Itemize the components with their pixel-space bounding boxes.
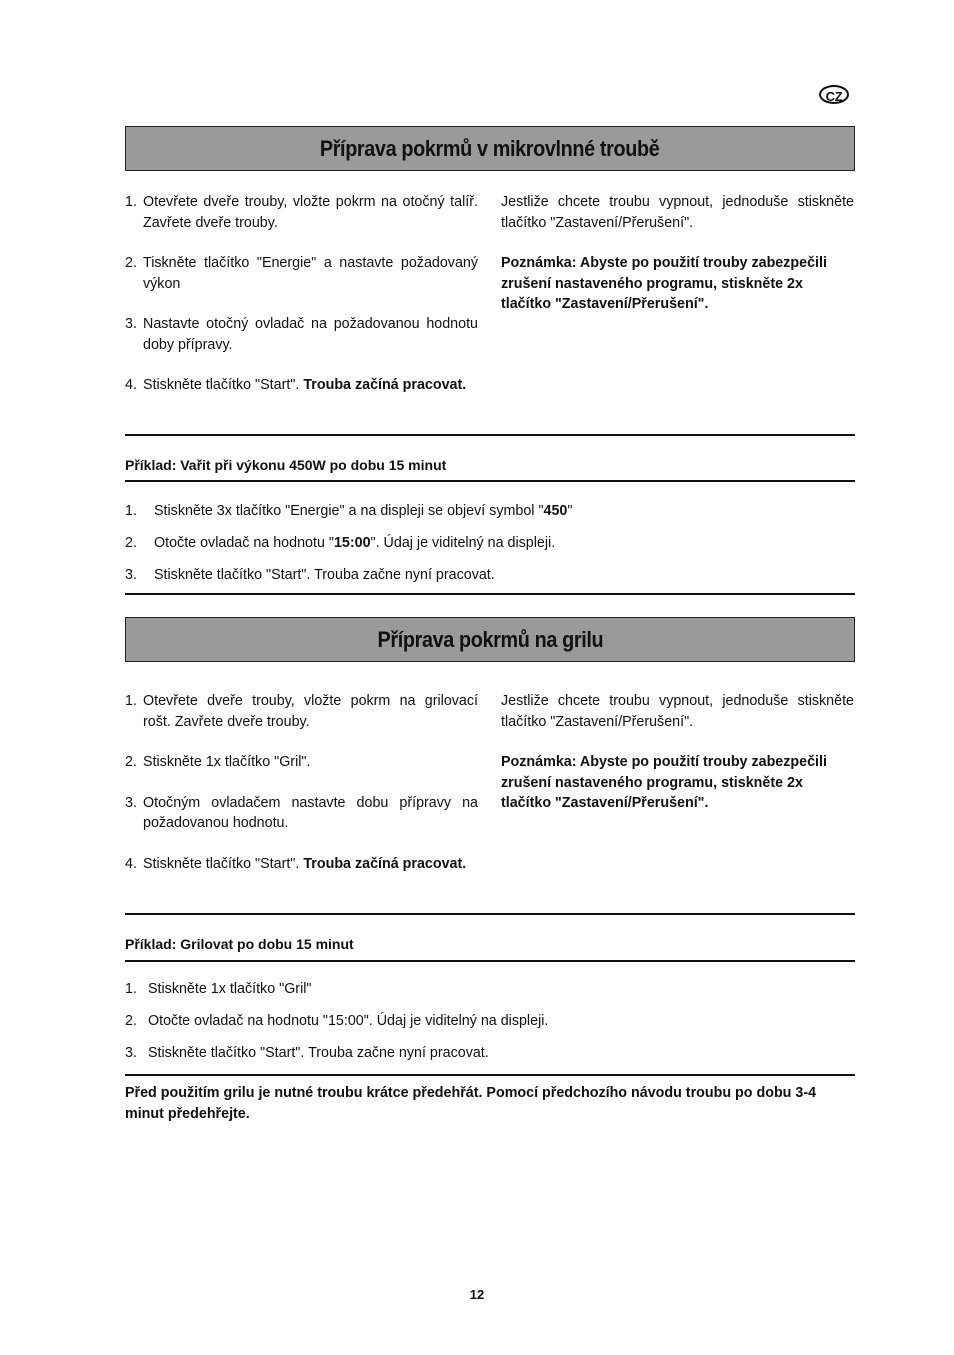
preheat-note: Před použitím grilu je nutné troubu krátce předehřát. Pomocí předchozího návodu troubu po dobu 3-4 minut předehřejte. bbox=[125, 1085, 817, 1122]
step-number: 4. bbox=[125, 855, 137, 872]
step-text: Stiskněte tlačítko "Start". bbox=[143, 377, 304, 393]
item-text: Otočte ovladač na hodnotu " bbox=[154, 535, 334, 551]
step-number: 1. bbox=[125, 693, 137, 709]
grill-steps bbox=[125, 691, 478, 874]
item-number: 2. bbox=[125, 1013, 137, 1029]
step-text-bold: Trouba začíná pracovat. bbox=[303, 855, 467, 872]
item-number: 1. bbox=[125, 981, 137, 997]
item-text: " bbox=[567, 503, 573, 519]
grill-note: Poznámka: Abyste po použití trouby zabezpečili zrušení nastaveného programu, stiskněte 2x tlačítko "Zastavení/Přerušení". bbox=[501, 754, 827, 811]
step-text: Otevřete dveře trouby, vložte pokrm na grilovací rošt. Zavřete dveře trouby. bbox=[143, 693, 478, 730]
divider bbox=[125, 480, 855, 482]
step-text: Tiskněte tlačítko "Energie" a nastavte požadovaný výkon bbox=[143, 255, 478, 292]
grill-step-4 bbox=[125, 854, 478, 875]
step-number: 1. bbox=[125, 194, 137, 210]
page-number: 12 bbox=[469, 1287, 485, 1302]
example1-item-2 bbox=[125, 533, 555, 553]
section-title-microwave bbox=[125, 126, 855, 171]
step-text: Otevřete dveře trouby, vložte pokrm na otočný talíř. Zavřete dveře trouby. bbox=[143, 194, 478, 231]
grill-step-1 bbox=[125, 691, 478, 732]
grill-info bbox=[501, 691, 854, 814]
microwave-step-3 bbox=[125, 314, 478, 355]
example2-title: Příklad: Grilovat po dobu 15 minut bbox=[125, 936, 354, 952]
grill-step-2 bbox=[125, 752, 478, 773]
example2-item-2 bbox=[125, 1011, 548, 1031]
microwave-note: Poznámka: Abyste po použití trouby zabezpečili zrušení nastaveného programu, stiskněte 2x tlačítko "Zastavení/Přerušení". bbox=[501, 255, 827, 312]
grill-stop-info: Jestliže chcete troubu vypnout, jednoduše stiskněte tlačítko "Zastavení/Přerušení". bbox=[501, 693, 854, 730]
item-number: 3. bbox=[125, 567, 137, 583]
step-text: Otočným ovladačem nastavte dobu přípravy na požadovanou hodnotu. bbox=[143, 794, 478, 831]
section-title-grill bbox=[125, 617, 855, 662]
example2-item-1 bbox=[125, 979, 312, 999]
microwave-stop-info: Jestliže chcete troubu vypnout, jednoduše stiskněte tlačítko "Zastavení/Přerušení". bbox=[501, 194, 854, 231]
item-text: Stiskněte tlačítko "Start". Trouba začne nyní pracovat. bbox=[148, 1045, 489, 1061]
divider bbox=[125, 434, 855, 436]
microwave-step-2 bbox=[125, 253, 478, 294]
step-text: Stiskněte tlačítko "Start". bbox=[143, 855, 304, 872]
item-text: Otočte ovladač na hodnotu "15:00". Údaj je viditelný na displeji. bbox=[148, 1013, 549, 1029]
example2-item-3 bbox=[125, 1043, 489, 1063]
item-number: 3. bbox=[125, 1045, 137, 1061]
step-number: 3. bbox=[125, 316, 137, 332]
language-badge-cz: CZ bbox=[819, 85, 849, 104]
step-number: 2. bbox=[125, 754, 137, 770]
step-number: 4. bbox=[125, 377, 137, 393]
item-number: 1. bbox=[125, 503, 137, 519]
item-text-bold: 450 bbox=[543, 503, 568, 519]
example1-title: Příklad: Vařit při výkonu 450W po dobu 15 minut bbox=[125, 457, 447, 473]
step-text-bold: Trouba začíná pracovat. bbox=[303, 377, 467, 393]
divider bbox=[125, 960, 855, 962]
grill-step-3 bbox=[125, 793, 478, 834]
item-text-bold: 15:00 bbox=[333, 535, 371, 551]
step-number: 2. bbox=[125, 255, 137, 271]
section-title-microwave-text: Příprava pokrmů v mikrovlnné troubě bbox=[320, 136, 660, 161]
divider bbox=[125, 913, 855, 915]
example1-item-1 bbox=[125, 501, 572, 521]
item-text: Stiskněte 1x tlačítko "Gril" bbox=[148, 981, 312, 997]
step-text: Nastavte otočný ovladač na požadovanou hodnotu doby přípravy. bbox=[143, 316, 478, 353]
divider bbox=[125, 593, 855, 595]
microwave-steps bbox=[125, 192, 478, 396]
divider bbox=[125, 1074, 855, 1076]
step-text: Stiskněte 1x tlačítko "Gril". bbox=[143, 754, 311, 770]
step-number: 3. bbox=[125, 794, 137, 811]
item-number: 2. bbox=[125, 535, 137, 551]
item-text: Stiskněte tlačítko "Start". Trouba začne nyní pracovat. bbox=[154, 567, 495, 583]
microwave-step-4 bbox=[125, 375, 478, 396]
item-text: Stiskněte 3x tlačítko "Energie" a na displeji se objeví symbol " bbox=[154, 503, 544, 519]
microwave-info bbox=[501, 192, 854, 315]
microwave-step-1 bbox=[125, 192, 478, 233]
example1-item-3 bbox=[125, 565, 495, 585]
section-title-grill-text: Příprava pokrmů na grilu bbox=[377, 627, 603, 652]
item-text: ". Údaj je viditelný na displeji. bbox=[370, 535, 556, 551]
